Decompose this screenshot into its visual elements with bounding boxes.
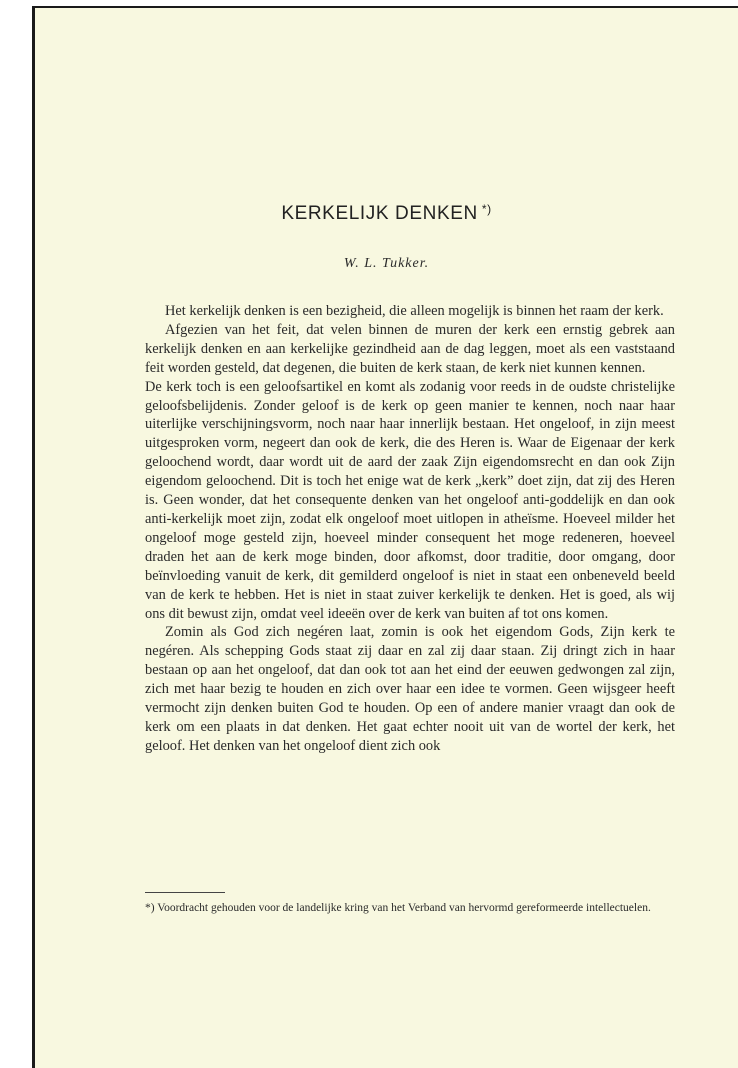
paragraph: Afgezien van het feit, dat velen binnen de muren der kerk een ernstig gebrek aan kerkelijk denken en aan kerkelijke gezindheid aan de dag leggen, moet als een vaststaand feit worden gesteld, dat degenen, die buiten de kerk staan, de kerk niet kunnen kennen.	[145, 321, 675, 376]
title-text: KERKELIJK DENKEN	[281, 203, 478, 224]
paragraph: Zomin als God zich negéren laat, zomin is ook het eigendom Gods, Zijn kerk te negéren. Als schepping Gods staat zij daar en zal zij daar staan. Zij dringt zich in haar bestaan op aan het ongeloof, dat dan ook tot aan het eind der eeuwen gedwongen zal zijn, zich met haar bezig te houden en zich over haar een idee te vormen. Geen wijsgeer heeft vermocht zijn denken buiten God te houden. Op een of andere manier vraagt dan ook de kerk om een plaats in dat denken. Het gaat echter nooit uit van de wortel der kerk, het geloof. Het denken van het ongeloof dient zich ook	[145, 624, 675, 754]
article-title	[35, 202, 738, 225]
footnote-divider	[145, 892, 225, 893]
document-page	[32, 6, 738, 1068]
paragraph: Het kerkelijk denken is een bezigheid, die alleen mogelijk is binnen het raam der kerk.	[165, 303, 664, 319]
title-footnote-mark: *)	[481, 202, 492, 216]
author-byline: W. L. Tukker.	[343, 256, 430, 271]
paragraph: De kerk toch is een geloofsartikel en komt als zodanig voor reeds in de oudste christelijke geloofsbelijdenis. Zonder geloof is de kerk op geen manier te kennen, noch naar haar uiterlijke verschijningsvorm, noch naar haar innerlijk bestaan. Het ongeloof, in zijn meest uitgesproken vorm, negeert dan ook de kerk, die des Heren is. Waar de Eigenaar der kerk geloochend wordt, daar wordt uit de aard der zaak Zijn eigendomsrecht en dan ook Zijn eigendom geloochend. Dit is toch het enige wat de kerk „kerk” doet zijn, dat zij des Heren is. Geen wonder, dat het consequente denken van het ongeloof anti-goddelijk en dan ook anti-kerkelijk moet zijn, zodat elk ongeloof moet uitlopen in atheïsme. Hoeveel milder het ongeloof moge gesteld zijn, hoeveel minder consequent het moge redeneren, hoeveel draden het aan de kerk moge binden, door afkomst, door traditie, door omgang, door beïnvloeding vanuit de kerk, dit gemilderd ongeloof is niet in staat een onbeneveld beeld van de kerk te hebben. Het is niet in staat zuiver kerkelijk te denken. Het is goed, als wij ons dit bewust zijn, omdat veel ideeën over de kerk van buiten af tot ons komen.	[145, 378, 675, 622]
footnote: *) Voordracht gehouden voor de landelijke kring van het Verband van hervormd gereformeerde intellectuelen.	[145, 902, 651, 914]
article-body	[145, 302, 675, 756]
